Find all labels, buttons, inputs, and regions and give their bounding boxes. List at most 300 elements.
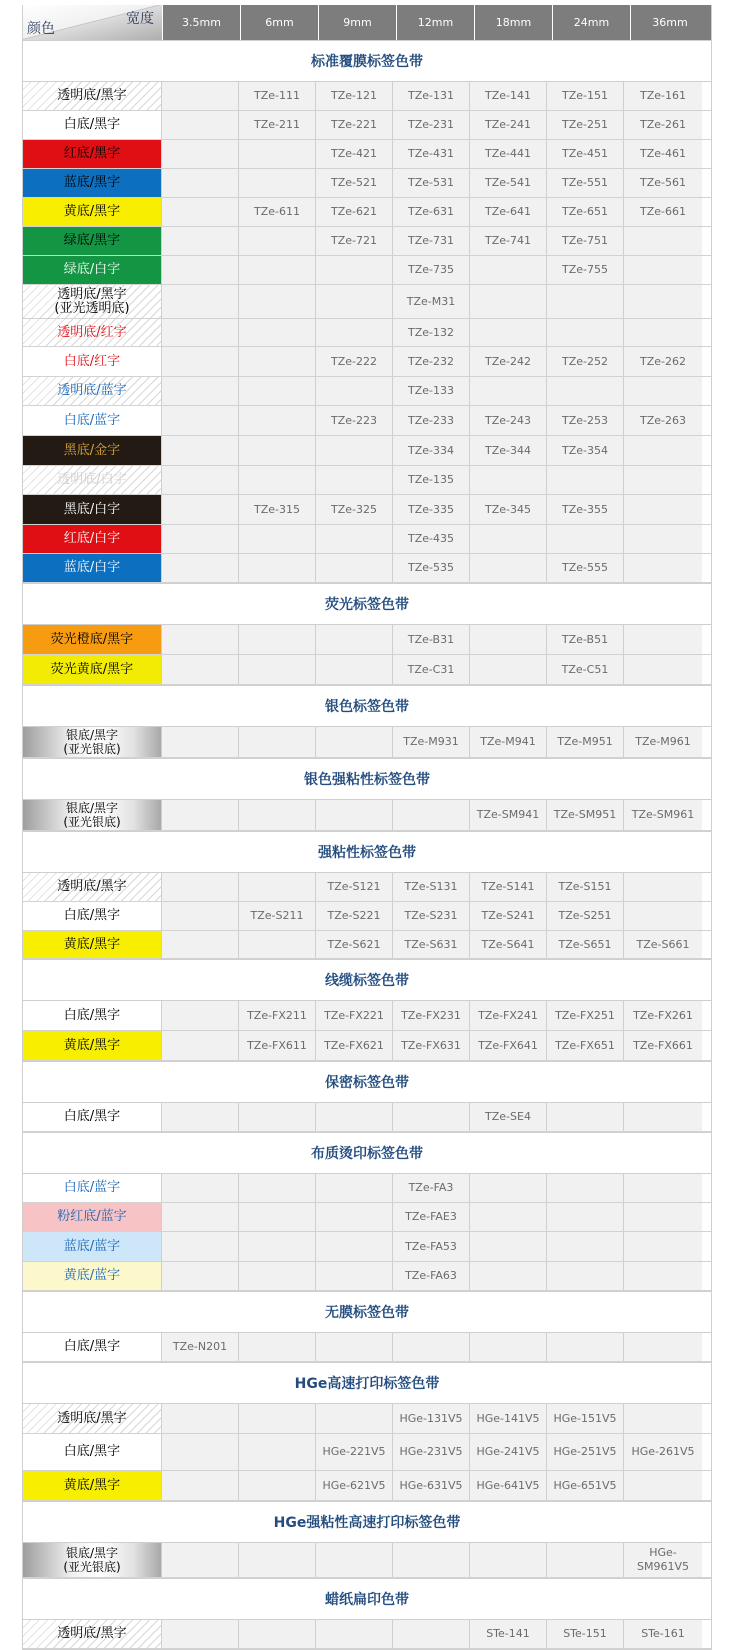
row-label-text: 红底/黑字: [63, 146, 121, 161]
tape-model-cell: TZe-262: [624, 347, 702, 376]
color-swatch-label: [23, 256, 162, 284]
tape-model-cell: [162, 873, 239, 901]
tape-model-cell: TZe-535: [393, 554, 470, 582]
tape-model-cell: TZe-S231: [393, 902, 470, 930]
tape-model-cell: TZe-555: [547, 554, 624, 582]
row-label-text: 透明底/白字: [57, 472, 127, 487]
tape-model-cell: TZe-261: [624, 111, 702, 139]
tape-model-cell: [547, 319, 624, 346]
tape-model-cell: TZe-141: [470, 82, 547, 110]
tape-model-cell: [547, 525, 624, 553]
row-label-text: 粉红底/蓝字: [57, 1209, 127, 1224]
tape-model-cell: [470, 525, 547, 553]
tape-model-cell: [316, 1543, 393, 1577]
tape-model-cell: [316, 466, 393, 494]
color-swatch-label: [23, 1404, 162, 1433]
tape-model-cell: TZe-FX231: [393, 1001, 470, 1030]
color-swatch-label: [23, 466, 162, 494]
tape-model-cell: [162, 436, 239, 465]
tape-model-cell: [624, 1232, 702, 1261]
tape-model-cell: TZe-FX641: [470, 1031, 547, 1060]
row-label-text: 透明底/黑字: [57, 88, 127, 103]
table-row: [23, 347, 711, 377]
color-swatch-label: [23, 1471, 162, 1500]
tape-model-cell: [316, 625, 393, 654]
row-label-text: 蓝底/白字: [63, 560, 121, 575]
tape-model-cell: [239, 727, 316, 757]
tape-model-cell: TZe-S141: [470, 873, 547, 901]
table-row: [23, 1174, 711, 1203]
tape-model-cell: TZe-FX211: [239, 1001, 316, 1030]
tape-model-cell: TZe-661: [624, 198, 702, 226]
table-row: [23, 1620, 711, 1649]
section-title: 银色强粘性标签色带: [23, 758, 711, 800]
tape-model-cell: TZe-451: [547, 140, 624, 168]
tape-model-cell: [162, 169, 239, 197]
tape-model-cell: [316, 655, 393, 684]
tape-model-cell: TZe-FX261: [624, 1001, 702, 1030]
table-row: [23, 800, 711, 831]
row-label-text: (亚光银底): [63, 815, 121, 829]
tape-model-cell: TZe-S621: [316, 931, 393, 958]
tape-model-cell: TZe-FA63: [393, 1262, 470, 1290]
tape-model-cell: [162, 111, 239, 139]
tape-model-cell: [624, 1333, 702, 1361]
color-swatch-label: [23, 140, 162, 168]
tape-model-cell: STe-141: [470, 1620, 547, 1648]
tape-model-cell: TZe-SM951: [547, 800, 624, 830]
tape-model-cell: [393, 1543, 470, 1577]
tape-model-cell: [624, 319, 702, 346]
tape-model-cell: TZe-253: [547, 406, 624, 435]
tape-model-cell: [624, 873, 702, 901]
tape-model-cell: [162, 1404, 239, 1433]
tape-model-cell: [316, 1404, 393, 1433]
tape-model-cell: TZe-C51: [547, 655, 624, 684]
color-swatch-label: [23, 1103, 162, 1131]
color-swatch-label: [23, 436, 162, 465]
section-title: HGe高速打印标签色带: [23, 1362, 711, 1404]
tape-model-cell: TZe-FX651: [547, 1031, 624, 1060]
tape-model-cell: [162, 800, 239, 830]
color-swatch-label: [23, 655, 162, 684]
tape-model-cell: TZe-S651: [547, 931, 624, 958]
tape-model-cell: [624, 1262, 702, 1290]
tape-model-cell: [470, 554, 547, 582]
color-swatch-label: [23, 347, 162, 376]
tape-model-cell: [470, 466, 547, 494]
tape-model-cell: [162, 319, 239, 346]
row-label-text: 黄底/蓝字: [63, 1268, 121, 1283]
tape-model-cell: TZe-SM961: [624, 800, 702, 830]
column-header-36mm: 36mm: [652, 16, 688, 29]
tape-model-cell: [239, 466, 316, 494]
color-swatch-label: [23, 525, 162, 553]
tape-model-cell: [239, 1262, 316, 1290]
table-row: [23, 436, 711, 466]
tape-model-cell: TZe-233: [393, 406, 470, 435]
row-label-text: 透明底/黑字: [57, 1410, 127, 1426]
color-swatch-label: [23, 931, 162, 958]
tape-model-cell: TZe-421: [316, 140, 393, 168]
column-header-12mm: 12mm: [397, 5, 475, 40]
table-row: [23, 1203, 711, 1232]
tape-model-cell: [624, 466, 702, 494]
tape-model-cell: [162, 140, 239, 168]
color-swatch-label: [23, 111, 162, 139]
tape-model-cell: TZe-S211: [239, 902, 316, 930]
tape-model-cell: [547, 1103, 624, 1131]
table-row: [23, 1333, 711, 1362]
tape-model-cell: [239, 873, 316, 901]
tape-model-cell: [470, 285, 547, 318]
tape-model-cell: TZe-232: [393, 347, 470, 376]
column-header-6mm: 6mm: [241, 5, 319, 40]
tape-model-cell: TZe-741: [470, 227, 547, 255]
tape-model-cell: TZe-611: [239, 198, 316, 226]
table-row: [23, 1434, 711, 1471]
tape-model-cell: HGe-241V5: [470, 1434, 547, 1470]
tape-model-cell: TZe-441: [470, 140, 547, 168]
tape-model-cell: [162, 1262, 239, 1290]
tape-model-cell: HGe-621V5: [316, 1471, 393, 1500]
tape-model-cell: [239, 347, 316, 376]
table-row: [23, 1103, 711, 1132]
tape-model-cell: [624, 495, 702, 524]
tape-model-cell: [239, 554, 316, 582]
tape-model-cell: TZe-431: [393, 140, 470, 168]
tape-model-cell: TZe-461: [624, 140, 702, 168]
tape-model-cell: [239, 1174, 316, 1202]
table-row: [23, 111, 711, 140]
table-row: [23, 525, 711, 554]
tape-model-cell: TZe-315: [239, 495, 316, 524]
row-label-text: 荧光橙底/黑字: [50, 631, 134, 647]
table-header: [23, 5, 711, 40]
section-title: 标准覆膜标签色带: [23, 40, 711, 82]
color-swatch-label: [23, 1262, 162, 1290]
row-label-text: 白底/黑字: [63, 1444, 121, 1459]
tape-model-cell: [239, 1103, 316, 1131]
tape-model-cell: TZe-345: [470, 495, 547, 524]
tape-model-cell: [316, 1232, 393, 1261]
tape-model-cell: [316, 1262, 393, 1290]
tape-model-cell: TZe-222: [316, 347, 393, 376]
tape-model-cell: TZe-S661: [624, 931, 702, 958]
tape-model-cell: TZe-FX631: [393, 1031, 470, 1060]
tape-model-cell: [547, 1262, 624, 1290]
tape-model-cell: [239, 377, 316, 405]
tape-model-cell: [162, 377, 239, 405]
tape-model-cell: TZe-M961: [624, 727, 702, 757]
table-row: [23, 140, 711, 169]
row-label-text: 黑底/金字: [63, 442, 121, 458]
tape-model-cell: TZe-721: [316, 227, 393, 255]
tape-model-cell: HGe-141V5: [470, 1404, 547, 1433]
tape-model-cell: [162, 1620, 239, 1648]
row-label-text: 黄底/黑字: [63, 1477, 121, 1493]
tape-model-cell: [470, 1333, 547, 1361]
section-title: 强粘性标签色带: [23, 831, 711, 873]
tape-model-cell: TZe-354: [547, 436, 624, 465]
section-title: 布质烫印标签色带: [23, 1132, 711, 1174]
tape-model-cell: [162, 347, 239, 376]
tape-model-cell: [239, 256, 316, 284]
tape-model-cell: [393, 1103, 470, 1131]
tape-model-cell: [239, 1333, 316, 1361]
color-swatch-label: [23, 1174, 162, 1202]
tape-model-cell: [162, 1103, 239, 1131]
tape-model-cell: [316, 377, 393, 405]
color-swatch-label: [23, 1543, 162, 1577]
tape-model-cell: [162, 1471, 239, 1500]
tape-model-cell: [316, 256, 393, 284]
table-row: [23, 319, 711, 347]
tape-model-cell: [470, 256, 547, 284]
tape-model-cell: TZe-435: [393, 525, 470, 553]
tape-model-cell: TZe-211: [239, 111, 316, 139]
tape-model-cell: [624, 285, 702, 318]
tape-model-cell: [316, 727, 393, 757]
column-header-24mm: 24mm: [553, 5, 631, 40]
table-row: [23, 625, 711, 655]
row-label-text: 透明底/黑字: [57, 1626, 127, 1641]
color-swatch-label: [23, 227, 162, 255]
row-label-text: 银底/黑字: [65, 801, 119, 815]
tape-model-cell: TZe-FA53: [393, 1232, 470, 1261]
tape-model-cell: [162, 1203, 239, 1231]
table-row: [23, 495, 711, 525]
tape-model-cell: [239, 1543, 316, 1577]
tape-model-cell: [162, 198, 239, 226]
tape-model-cell: [470, 1262, 547, 1290]
tape-model-cell: TZe-151: [547, 82, 624, 110]
tape-model-cell: TZe-C31: [393, 655, 470, 684]
tape-model-cell: [162, 554, 239, 582]
tape-model-cell: [239, 227, 316, 255]
color-swatch-label: [23, 1434, 162, 1470]
row-label-text: 黄底/黑字: [63, 204, 121, 219]
row-label-text: 黄底/黑字: [63, 1037, 121, 1053]
tape-model-cell: STe-151: [547, 1620, 624, 1648]
table-row: [23, 1232, 711, 1262]
row-label-text: (亚光透明底): [54, 300, 130, 316]
row-label-text: 透明底/黑字: [57, 879, 127, 894]
table-row: [23, 406, 711, 436]
tape-model-cell: [239, 1620, 316, 1648]
tape-model-cell: TZe-SM941: [470, 800, 547, 830]
tape-model-cell: [470, 319, 547, 346]
tape-model-cell: [547, 1333, 624, 1361]
tape-model-cell: TZe-335: [393, 495, 470, 524]
tape-model-cell: HGe-SM961V5: [624, 1543, 702, 1577]
tape-model-cell: TZe-133: [393, 377, 470, 405]
tape-model-cell: [316, 285, 393, 318]
row-label-text: 白底/蓝字: [63, 1180, 121, 1195]
row-label-text: 白底/蓝字: [63, 412, 121, 428]
table-row: [23, 82, 711, 111]
tape-model-cell: [316, 319, 393, 346]
tape-model-cell: [239, 1404, 316, 1433]
tape-model-cell: [239, 525, 316, 553]
table-row: [23, 227, 711, 256]
tape-model-cell: [316, 525, 393, 553]
tape-model-cell: TZe-221: [316, 111, 393, 139]
tape-model-cell: TZe-111: [239, 82, 316, 110]
tape-model-cell: TZe-243: [470, 406, 547, 435]
tape-model-cell: TZe-S221: [316, 902, 393, 930]
tape-model-cell: TZe-223: [316, 406, 393, 435]
tape-model-cell: TZe-751: [547, 227, 624, 255]
color-swatch-label: [23, 1333, 162, 1361]
tape-model-cell: [239, 800, 316, 830]
row-label-text: 绿底/白字: [63, 262, 121, 277]
tape-model-cell: TZe-FA3: [393, 1174, 470, 1202]
tape-model-cell: [547, 1174, 624, 1202]
tape-model-cell: TZe-621: [316, 198, 393, 226]
tape-model-cell: TZe-241: [470, 111, 547, 139]
row-label-text: 白底/黑字: [63, 1339, 121, 1354]
tape-model-cell: [624, 1471, 702, 1500]
row-label-text: 黑底/白字: [63, 501, 121, 517]
tape-model-cell: [316, 1174, 393, 1202]
tape-model-cell: TZe-B51: [547, 625, 624, 654]
tape-model-cell: [624, 377, 702, 405]
tape-model-cell: HGe-641V5: [470, 1471, 547, 1500]
color-swatch-label: [23, 377, 162, 405]
tape-model-cell: [162, 406, 239, 435]
tape-model-cell: TZe-161: [624, 82, 702, 110]
tape-model-cell: [316, 554, 393, 582]
tape-model-cell: [624, 436, 702, 465]
tape-model-cell: [624, 625, 702, 654]
tape-model-cell: [162, 902, 239, 930]
tape-model-cell: [547, 466, 624, 494]
color-swatch-label: [23, 285, 162, 318]
row-label-text: 绿底/黑字: [63, 233, 121, 248]
table-row: [23, 1262, 711, 1291]
tape-model-cell: TZe-S251: [547, 902, 624, 930]
table-row: [23, 169, 711, 198]
tape-model-cell: TZe-561: [624, 169, 702, 197]
tape-model-cell: [239, 436, 316, 465]
tape-model-cell: [393, 800, 470, 830]
tape-model-cell: TZe-355: [547, 495, 624, 524]
tape-model-cell: [316, 1620, 393, 1648]
tape-model-cell: TZe-325: [316, 495, 393, 524]
tape-model-cell: TZe-755: [547, 256, 624, 284]
tape-model-cell: [239, 1434, 316, 1470]
tape-model-cell: [316, 1333, 393, 1361]
tape-model-cell: [470, 1543, 547, 1577]
tape-model-cell: TZe-M951: [547, 727, 624, 757]
tape-model-cell: [547, 1543, 624, 1577]
tape-model-cell: [162, 466, 239, 494]
tape-model-cell: TZe-S131: [393, 873, 470, 901]
section-title: 无膜标签色带: [23, 1291, 711, 1333]
tape-model-cell: TZe-FX661: [624, 1031, 702, 1060]
tape-model-cell: TZe-731: [393, 227, 470, 255]
color-header-label: 颜色: [27, 21, 55, 37]
tape-model-cell: HGe-131V5: [393, 1404, 470, 1433]
row-label-text: 红底/白字: [63, 531, 121, 546]
tape-model-cell: [624, 655, 702, 684]
tape-model-cell: TZe-334: [393, 436, 470, 465]
tape-model-cell: [470, 655, 547, 684]
color-swatch-label: [23, 554, 162, 582]
tape-model-cell: TZe-651: [547, 198, 624, 226]
tape-model-cell: HGe-231V5: [393, 1434, 470, 1470]
color-swatch-label: [23, 169, 162, 197]
row-label-text: 白底/红字: [63, 353, 121, 369]
color-swatch-label: [23, 495, 162, 524]
table-row: [23, 931, 711, 959]
section-title: 线缆标签色带: [23, 959, 711, 1001]
row-label-text: (亚光银底): [63, 1560, 121, 1574]
tape-model-cell: [162, 1001, 239, 1030]
tape-model-cell: TZe-263: [624, 406, 702, 435]
color-swatch-label: [23, 1031, 162, 1060]
tape-model-cell: TZe-S641: [470, 931, 547, 958]
row-label-text: 蓝底/蓝字: [63, 1238, 121, 1254]
tape-model-cell: TZe-M931: [393, 727, 470, 757]
tape-model-cell: TZe-FX611: [239, 1031, 316, 1060]
table-body: [23, 40, 711, 1649]
color-swatch-label: [23, 625, 162, 654]
tape-model-cell: [162, 655, 239, 684]
tape-model-cell: [162, 625, 239, 654]
tape-model-cell: TZe-M31: [393, 285, 470, 318]
table-row: [23, 902, 711, 931]
tape-model-cell: TZe-121: [316, 82, 393, 110]
tape-model-cell: [470, 1174, 547, 1202]
color-swatch-label: [23, 1232, 162, 1261]
tape-model-cell: [393, 1333, 470, 1361]
column-header-18mm: 18mm: [475, 5, 553, 40]
tape-model-cell: [624, 902, 702, 930]
section-title: 银色标签色带: [23, 685, 711, 727]
tape-model-cell: TZe-132: [393, 319, 470, 346]
tape-model-cell: [624, 1404, 702, 1433]
tape-model-cell: HGe-651V5: [547, 1471, 624, 1500]
tape-model-cell: [316, 1103, 393, 1131]
row-label-text: 透明底/红字: [57, 324, 127, 340]
tape-model-cell: [470, 377, 547, 405]
tape-model-cell: [547, 377, 624, 405]
tape-color-table: [22, 5, 712, 1650]
tape-model-cell: TZe-S631: [393, 931, 470, 958]
tape-model-cell: [162, 285, 239, 318]
table-row: [23, 1031, 711, 1061]
tape-model-cell: [239, 406, 316, 435]
row-label-text: 黄底/黑字: [63, 936, 121, 952]
table-row: [23, 727, 711, 758]
row-label-text: 透明底/黑字: [57, 286, 127, 302]
tape-model-cell: [239, 319, 316, 346]
tape-model-cell: [162, 495, 239, 524]
tape-model-cell: TZe-FX221: [316, 1001, 393, 1030]
tape-model-cell: [162, 727, 239, 757]
header-corner-cell: [23, 5, 163, 40]
tape-model-cell: [547, 1232, 624, 1261]
tape-model-cell: TZe-641: [470, 198, 547, 226]
tape-model-cell: [162, 1543, 239, 1577]
tape-model-cell: [624, 1103, 702, 1131]
tape-model-cell: TZe-FX241: [470, 1001, 547, 1030]
color-swatch-label: [23, 1203, 162, 1231]
tape-model-cell: TZe-251: [547, 111, 624, 139]
tape-model-cell: TZe-S121: [316, 873, 393, 901]
